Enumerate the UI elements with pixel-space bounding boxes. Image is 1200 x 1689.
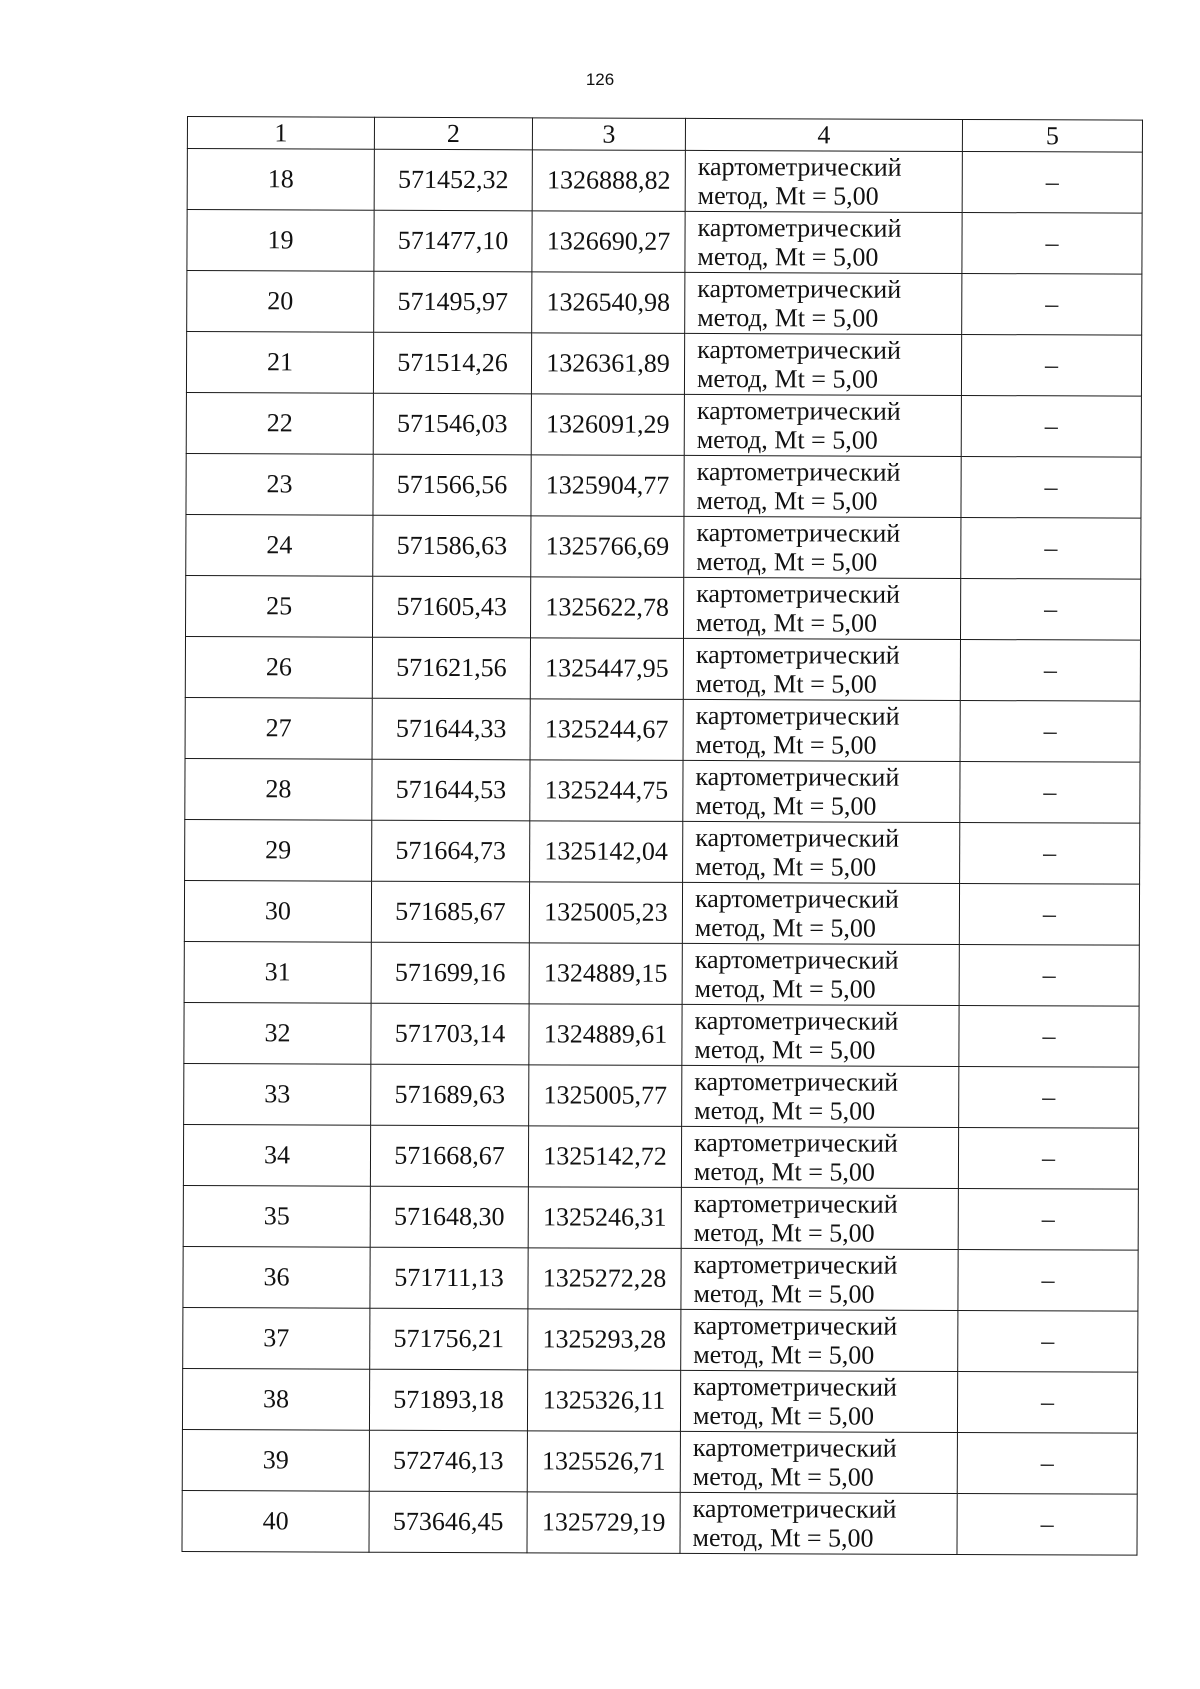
note-cell: – <box>962 212 1142 274</box>
table-row <box>185 758 1140 823</box>
note-cell: – <box>960 700 1140 762</box>
method-cell <box>682 1004 959 1066</box>
method-line-2: метод, Mt = 5,00 <box>695 851 877 882</box>
table-header <box>187 117 1142 153</box>
method-line-2: метод, Mt = 5,00 <box>696 363 879 394</box>
note-cell: – <box>960 822 1140 884</box>
x-coordinate-cell: 571605,43 <box>373 576 531 638</box>
method-line-2: метод, Mt = 5,00 <box>693 1339 875 1370</box>
method-cell <box>684 455 961 517</box>
method-line-2: метод, Mt = 5,00 <box>696 546 878 577</box>
note-cell: – <box>957 1371 1137 1433</box>
x-coordinate-cell: 573646,45 <box>369 1491 527 1553</box>
method-cell <box>683 699 960 761</box>
table-row <box>182 1429 1137 1494</box>
y-coordinate-cell: 1325005,77 <box>529 1065 682 1127</box>
y-coordinate-cell: 1325293,28 <box>528 1309 681 1371</box>
method-line-2: метод, Mt = 5,00 <box>697 180 879 211</box>
x-coordinate-cell: 571893,18 <box>369 1369 527 1431</box>
table-row <box>183 1307 1138 1372</box>
method-line-1: картометрический <box>693 1249 898 1280</box>
note-cell: – <box>957 1432 1137 1494</box>
page-number: 126 <box>585 70 615 89</box>
method-line-1: картометрический <box>694 1066 899 1097</box>
note-cell: – <box>962 151 1142 213</box>
method-line-1: картометрический <box>697 334 901 365</box>
method-cell <box>685 272 962 334</box>
method-cell <box>682 1065 959 1127</box>
x-coordinate-cell: 571586,63 <box>373 515 531 577</box>
x-coordinate-cell: 571452,32 <box>374 149 532 211</box>
header-col-4: 4 <box>685 118 962 151</box>
method-line-2: метод, Mt = 5,00 <box>694 912 876 943</box>
note-cell: – <box>959 883 1139 945</box>
method-line-1: картометрический <box>693 1310 898 1341</box>
table-body <box>182 149 1142 1556</box>
method-line-1: картометрический <box>696 395 901 426</box>
y-coordinate-cell: 1324889,61 <box>529 1004 682 1066</box>
header-col-1: 1 <box>187 117 374 150</box>
method-cell <box>685 150 962 212</box>
y-coordinate-cell: 1325005,23 <box>529 882 682 944</box>
method-line-1: картометрический <box>694 1127 898 1158</box>
table-row <box>185 819 1140 884</box>
note-cell: – <box>961 334 1141 396</box>
method-line-2: метод, Mt = 5,00 <box>696 607 878 638</box>
table-row <box>186 392 1141 457</box>
method-cell <box>685 211 962 273</box>
y-coordinate-cell: 1325244,75 <box>530 760 683 822</box>
x-coordinate-cell: 571648,30 <box>370 1186 528 1248</box>
table-row <box>184 880 1139 945</box>
point-number-cell: 34 <box>183 1124 370 1186</box>
method-cell <box>680 1431 957 1493</box>
x-coordinate-cell: 571685,67 <box>371 881 529 943</box>
table-row <box>186 514 1141 579</box>
y-coordinate-cell: 1325766,69 <box>531 516 684 578</box>
note-cell: – <box>959 1005 1139 1067</box>
table-row <box>187 210 1142 275</box>
header-col-2: 2 <box>374 117 532 150</box>
method-line-1: картометрический <box>697 151 902 182</box>
y-coordinate-cell: 1326091,29 <box>531 394 684 456</box>
method-cell <box>683 638 960 700</box>
point-number-cell: 31 <box>184 941 371 1003</box>
point-number-cell: 25 <box>186 575 373 637</box>
table-row <box>184 1063 1139 1128</box>
x-coordinate-cell: 571711,13 <box>370 1247 528 1309</box>
method-line-2: метод, Mt = 5,00 <box>697 302 879 333</box>
point-number-cell: 33 <box>184 1063 371 1125</box>
point-number-cell: 24 <box>186 514 373 576</box>
method-line-2: метод, Mt = 5,00 <box>696 424 878 455</box>
method-cell <box>683 577 960 639</box>
method-cell <box>681 1187 958 1249</box>
method-cell <box>682 882 959 944</box>
method-line-2: метод, Mt = 5,00 <box>692 1461 874 1492</box>
note-cell: – <box>958 1249 1138 1311</box>
note-cell: – <box>960 761 1140 823</box>
method-line-2: метод, Mt = 5,00 <box>695 668 877 699</box>
note-cell: – <box>959 944 1139 1006</box>
table-row <box>186 575 1141 640</box>
y-coordinate-cell: 1326540,98 <box>532 272 685 334</box>
method-line-1: картометрический <box>694 944 899 975</box>
x-coordinate-cell: 571514,26 <box>373 332 531 394</box>
x-coordinate-cell: 571477,10 <box>374 210 532 272</box>
method-line-2: метод, Mt = 5,00 <box>694 973 876 1004</box>
point-number-cell: 32 <box>184 1002 371 1064</box>
x-coordinate-cell: 571546,03 <box>373 393 531 455</box>
method-line-1: картометрический <box>693 1188 898 1219</box>
method-line-2: метод, Mt = 5,00 <box>695 790 877 821</box>
x-coordinate-cell: 571621,56 <box>372 637 530 699</box>
note-cell: – <box>961 517 1141 579</box>
y-coordinate-cell: 1326361,89 <box>531 333 684 395</box>
point-number-cell: 27 <box>185 697 372 759</box>
method-cell <box>680 1492 957 1554</box>
y-coordinate-cell: 1325447,95 <box>530 638 683 700</box>
method-line-2: метод, Mt = 5,00 <box>693 1278 875 1309</box>
table-row <box>186 453 1141 518</box>
note-cell: – <box>958 1310 1138 1372</box>
method-cell <box>681 1126 958 1188</box>
x-coordinate-cell: 571495,97 <box>374 271 532 333</box>
x-coordinate-cell: 572746,13 <box>369 1430 527 1492</box>
y-coordinate-cell: 1325272,28 <box>528 1248 681 1310</box>
point-number-cell: 30 <box>184 880 371 942</box>
method-line-2: метод, Mt = 5,00 <box>693 1156 876 1187</box>
table-row <box>182 1368 1137 1433</box>
method-line-2: метод, Mt = 5,00 <box>697 241 879 272</box>
note-cell: – <box>960 639 1140 701</box>
point-number-cell: 20 <box>187 271 374 333</box>
y-coordinate-cell: 1326888,82 <box>532 150 685 212</box>
y-coordinate-cell: 1325244,67 <box>530 699 683 761</box>
method-line-1: картометрический <box>693 1371 897 1402</box>
y-coordinate-cell: 1325246,31 <box>528 1187 681 1249</box>
x-coordinate-cell: 571689,63 <box>371 1064 529 1126</box>
note-cell: – <box>961 456 1141 518</box>
point-number-cell: 18 <box>187 149 374 211</box>
x-coordinate-cell: 571699,16 <box>371 942 529 1004</box>
x-coordinate-cell: 571703,14 <box>371 1003 529 1065</box>
method-line-1: картометрический <box>694 883 899 914</box>
note-cell: – <box>961 395 1141 457</box>
x-coordinate-cell: 571566,56 <box>373 454 531 516</box>
point-number-cell: 40 <box>182 1490 369 1552</box>
coordinates-table <box>181 116 1143 1556</box>
method-cell <box>681 1309 958 1371</box>
table-row <box>187 149 1142 214</box>
y-coordinate-cell: 1325142,04 <box>530 821 683 883</box>
method-cell <box>681 1248 958 1310</box>
header-col-5: 5 <box>962 119 1142 152</box>
table-row <box>187 271 1142 336</box>
method-line-1: картометрический <box>696 456 901 487</box>
point-number-cell: 37 <box>183 1307 370 1369</box>
x-coordinate-cell: 571668,67 <box>370 1125 528 1187</box>
method-cell <box>684 516 961 578</box>
point-number-cell: 28 <box>185 758 372 820</box>
method-line-1: картометрический <box>692 1432 897 1463</box>
point-number-cell: 39 <box>182 1429 369 1491</box>
table-row <box>184 1002 1139 1067</box>
method-line-2: метод, Mt = 5,00 <box>694 1034 876 1065</box>
x-coordinate-cell: 571664,73 <box>372 820 530 882</box>
method-line-1: картометрический <box>692 1493 897 1524</box>
x-coordinate-cell: 571756,21 <box>370 1308 528 1370</box>
y-coordinate-cell: 1325622,78 <box>530 577 683 639</box>
method-line-1: картометрический <box>696 578 901 609</box>
table-row <box>185 697 1140 762</box>
y-coordinate-cell: 1325526,71 <box>527 1431 680 1493</box>
point-number-cell: 38 <box>182 1368 369 1430</box>
method-line-1: картометрический <box>697 212 902 243</box>
table-row <box>182 1490 1137 1555</box>
note-cell: – <box>958 1127 1138 1189</box>
method-line-2: метод, Mt = 5,00 <box>694 1095 876 1126</box>
point-number-cell: 26 <box>185 636 372 698</box>
table-row <box>183 1246 1138 1311</box>
table-row <box>184 941 1139 1006</box>
point-number-cell: 23 <box>186 453 373 515</box>
method-line-1: картометрический <box>695 700 900 731</box>
y-coordinate-cell: 1325904,77 <box>531 455 684 517</box>
method-line-1: картометрический <box>696 517 901 548</box>
note-cell: – <box>960 578 1140 640</box>
method-cell <box>684 333 961 395</box>
method-line-2: метод, Mt = 5,00 <box>695 729 877 760</box>
method-line-1: картометрический <box>695 822 900 853</box>
method-line-2: метод, Mt = 5,00 <box>692 1522 874 1553</box>
method-line-1: картометрический <box>697 273 902 304</box>
note-cell: – <box>962 273 1142 335</box>
table-row <box>183 1124 1138 1189</box>
table-row <box>185 636 1140 701</box>
method-cell <box>680 1370 957 1432</box>
method-cell <box>684 394 961 456</box>
header-col-3: 3 <box>532 118 685 151</box>
method-cell <box>683 760 960 822</box>
method-cell <box>683 821 960 883</box>
method-line-2: метод, Mt = 5,00 <box>693 1217 875 1248</box>
method-line-1: картометрический <box>695 761 900 792</box>
point-number-cell: 21 <box>186 332 373 394</box>
method-line-2: метод, Mt = 5,00 <box>692 1400 875 1431</box>
x-coordinate-cell: 571644,53 <box>372 759 530 821</box>
y-coordinate-cell: 1325326,11 <box>527 1370 680 1432</box>
note-cell: – <box>957 1493 1137 1555</box>
point-number-cell: 36 <box>183 1246 370 1308</box>
y-coordinate-cell: 1326690,27 <box>532 211 685 273</box>
method-line-2: метод, Mt = 5,00 <box>696 485 878 516</box>
method-line-1: картометрический <box>694 1005 899 1036</box>
note-cell: – <box>959 1066 1139 1128</box>
header-row <box>187 117 1142 153</box>
table-row <box>186 332 1141 397</box>
y-coordinate-cell: 1325729,19 <box>527 1492 680 1554</box>
note-cell: – <box>958 1188 1138 1250</box>
point-number-cell: 19 <box>187 210 374 272</box>
point-number-cell: 29 <box>185 819 372 881</box>
point-number-cell: 35 <box>183 1185 370 1247</box>
y-coordinate-cell: 1325142,72 <box>528 1126 681 1188</box>
y-coordinate-cell: 1324889,15 <box>529 943 682 1005</box>
point-number-cell: 22 <box>186 392 373 454</box>
method-line-1: картометрический <box>695 639 900 670</box>
table-row <box>183 1185 1138 1250</box>
x-coordinate-cell: 571644,33 <box>372 698 530 760</box>
method-cell <box>682 943 959 1005</box>
